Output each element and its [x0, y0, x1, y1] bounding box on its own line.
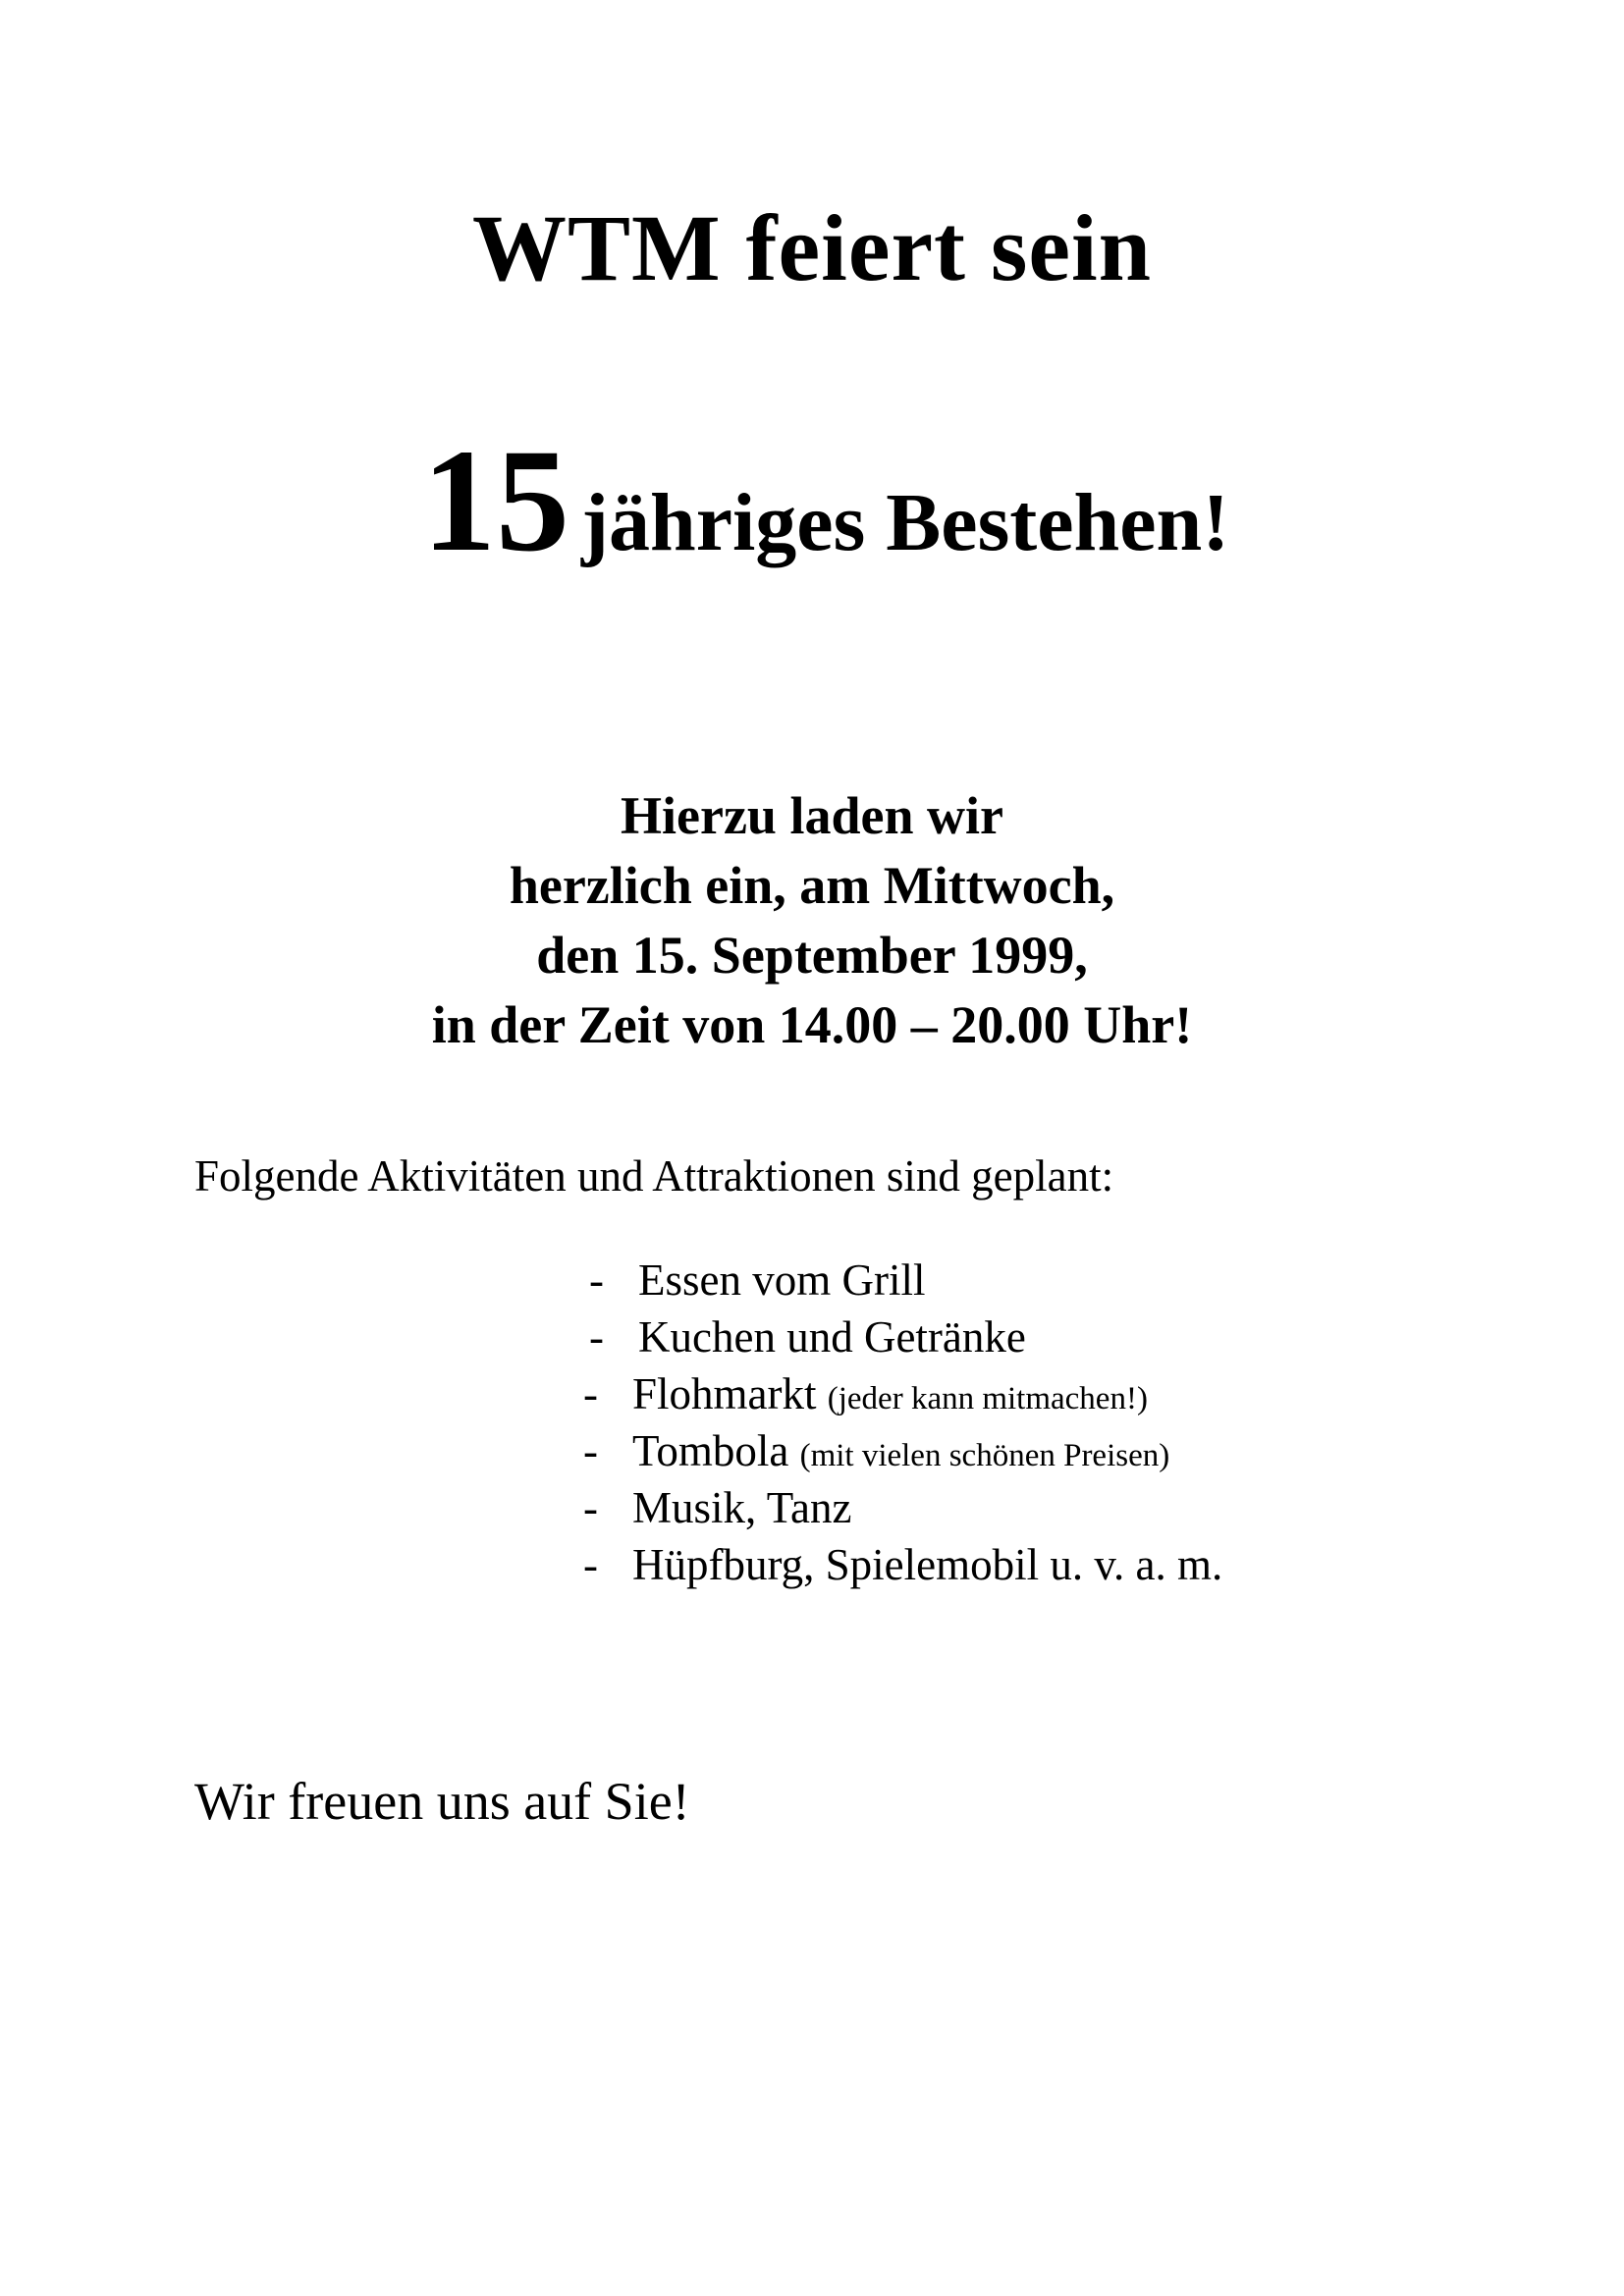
- closing-line: Wir freuen uns auf Sie!: [194, 1772, 690, 1831]
- invitation-line: in der Zeit von 14.00 – 20.00 Uhr!: [431, 995, 1193, 1054]
- activity-text: Hüpfburg, Spielemobil u. v. a. m.: [632, 1540, 1223, 1589]
- flyer-title-line-1: WTM feiert sein: [471, 195, 1153, 300]
- flyer-title-line-2: [422, 419, 1230, 614]
- bullet-dash: -: [589, 1255, 604, 1305]
- invitation-block: [0, 781, 1624, 1060]
- activity-text: [632, 1422, 1169, 1484]
- bullet-dash: -: [583, 1426, 598, 1475]
- anniversary-number: 15: [422, 419, 569, 582]
- activity-label: Flohmarkt: [632, 1369, 817, 1418]
- bullet-dash: -: [583, 1540, 598, 1589]
- activity-text: Essen vom Grill: [638, 1255, 926, 1305]
- bullet-dash: -: [583, 1483, 598, 1532]
- invitation-line: herzlich ein, am Mittwoch,: [509, 856, 1115, 915]
- bullet-dash: -: [583, 1369, 598, 1418]
- activity-text: [632, 1365, 1148, 1427]
- activity-text: Kuchen und Getränke: [638, 1312, 1026, 1362]
- invitation-line: den 15. September 1999,: [536, 926, 1088, 985]
- anniversary-text: jähriges Bestehen!: [581, 477, 1230, 568]
- activity-text: Musik, Tanz: [632, 1483, 852, 1532]
- activity-note: (mit vielen schönen Preisen): [799, 1438, 1170, 1473]
- bullet-dash: -: [589, 1312, 604, 1362]
- activity-note: (jeder kann mitmachen!): [827, 1381, 1148, 1416]
- activity-label: Tombola: [632, 1426, 789, 1475]
- invitation-line: Hierzu laden wir: [621, 786, 1003, 845]
- activities-intro: Folgende Aktivitäten und Attraktionen sind geplant:: [194, 1151, 1114, 1201]
